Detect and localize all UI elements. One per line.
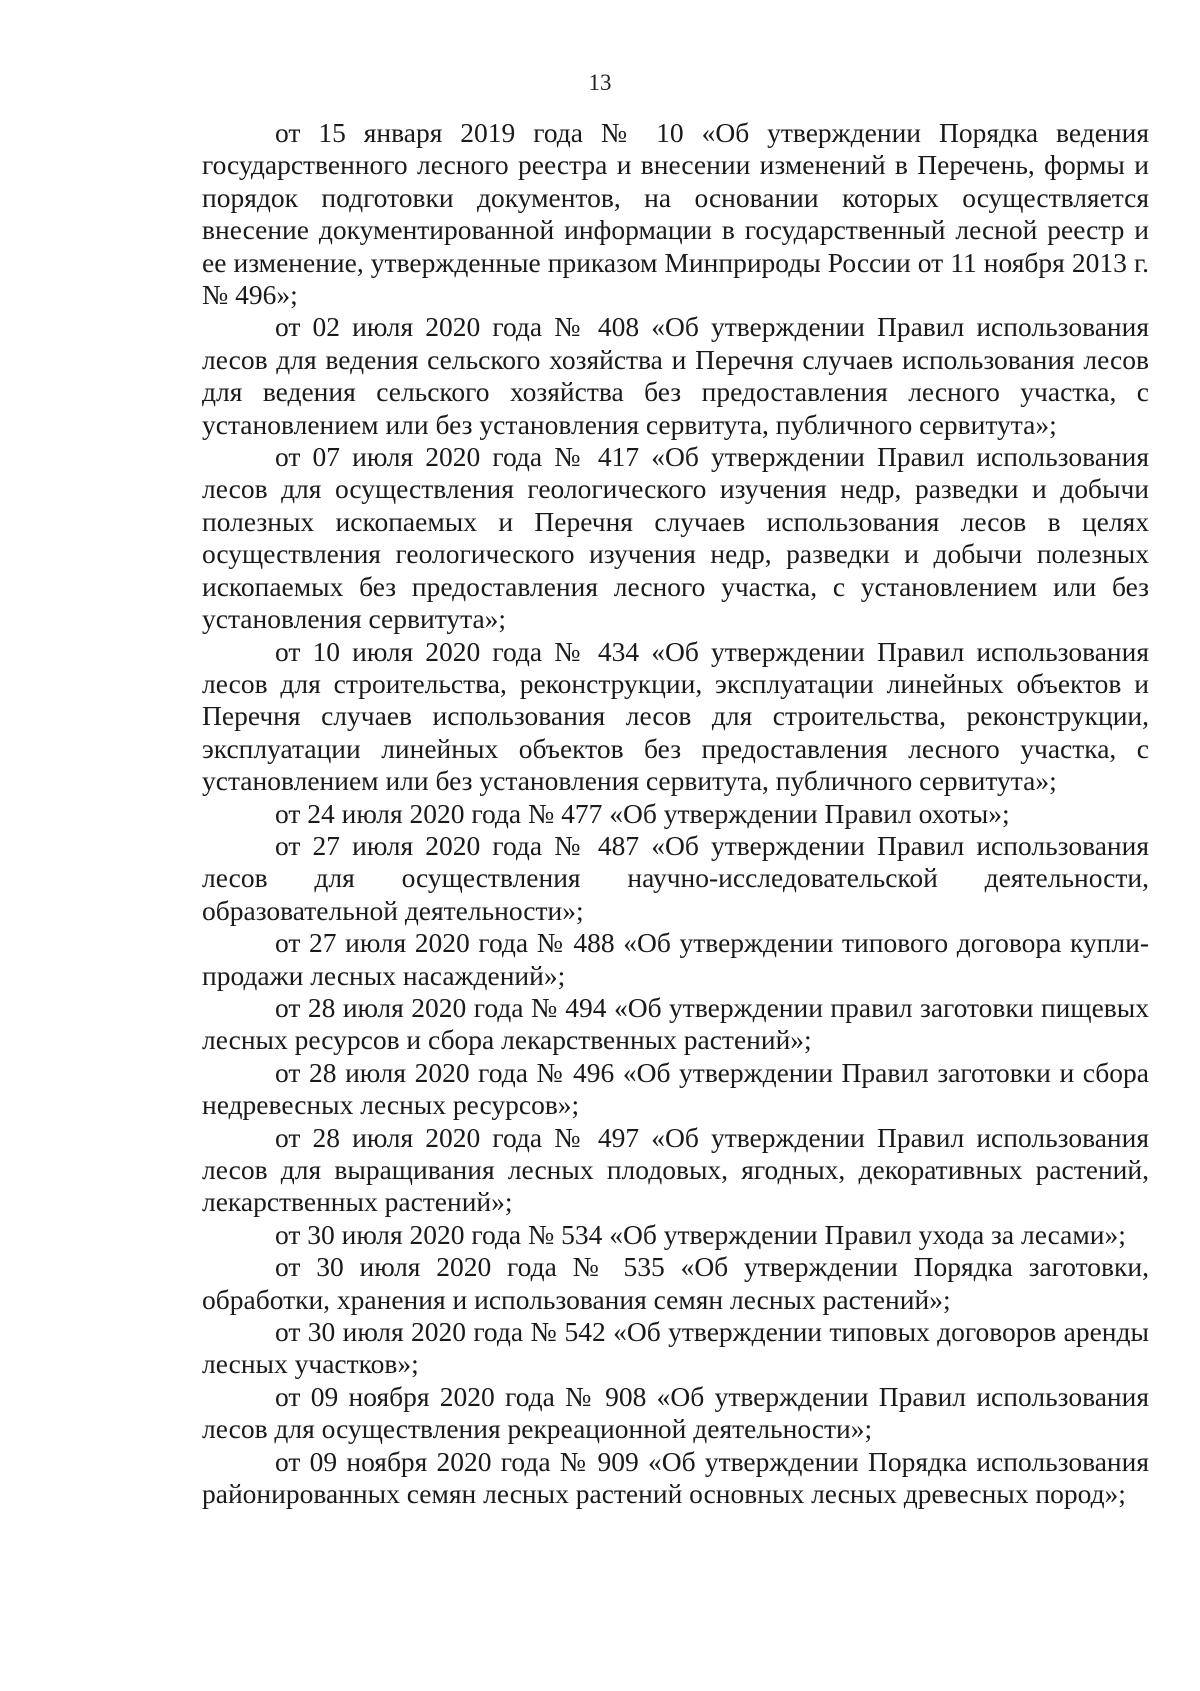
list-item-order-542: от 30 июля 2020 года № 542 «Об утверждении типовых договоров аренды лесных участков»; (202, 1316, 1149, 1380)
list-item-order-10-2019: от 15 января 2019 года № 10 «Об утверждении Порядка ведения государственного лесного реестра и внесении изменений в Перечень, формы и порядок подготовки документов, на основании которых осуществляется внесение документированной информации в государственный лесной реестр и ее изменение, утвержденные приказом Минприроды России от 11 ноября 2013 г. № 496»; (202, 117, 1149, 311)
list-item-order-487: от 27 июля 2020 года № 487 «Об утверждении Правил использования лесов для осуществления научно-исследовательской деятельности, образовательной деятельности»; (202, 829, 1149, 926)
page-number: 13 (588, 70, 612, 95)
list-item-order-494: от 28 июля 2020 года № 494 «Об утверждении правил заготовки пищевых лесных ресурсов и сбора лекарственных растений»; (202, 991, 1149, 1056)
list-item-order-497: от 28 июля 2020 года № 497 «Об утверждении Правил использования лесов для выращивания лесных плодовых, ягодных, декоративных растений, лекарственных растений»; (202, 1121, 1149, 1218)
list-item-order-534: от 30 июля 2020 года № 534 «Об утверждении Правил ухода за лесами»; (275, 1218, 1126, 1250)
list-item-order-535: от 30 июля 2020 года № 535 «Об утверждении Порядка заготовки, обработки, хранения и использования семян лесных растений»; (202, 1251, 1149, 1315)
list-item-order-434: от 10 июля 2020 года № 434 «Об утверждении Правил использования лесов для строительства, реконструкции, эксплуатации линейных объектов и Перечня случаев использования лесов для строительства, реконструкции, эксплуатации линейных объектов без предоставления лесного участка, с установлением или без установления сервитута, публичного сервитута»; (202, 635, 1149, 797)
list-item-order-417: от 07 июля 2020 года № 417 «Об утверждении Правил использования лесов для осуществления геологического изучения недр, разведки и добычи полезных ископаемых и Перечня случаев использования лесов в целях осуществления геологического изучения недр, разведки и добычи полезных ископаемых без предоставления лесного участка, с установлением или без установления сервитута»; (202, 441, 1149, 635)
list-item-order-488: от 27 июля 2020 года № 488 «Об утверждении типового договора купли-продажи лесных насаждений»; (202, 927, 1149, 991)
list-item-order-496: от 28 июля 2020 года № 496 «Об утверждении Правил заготовки и сбора недревесных лесных ресурсов»; (202, 1056, 1149, 1121)
body-text (202, 117, 1149, 1510)
list-item-order-909: от 09 ноября 2020 года № 909 «Об утверждении Порядка использования районированных семян лесных растений основных лесных древесных пород»; (202, 1445, 1149, 1510)
list-item-order-477: от 24 июля 2020 года № 477 «Об утверждении Правил охоты»; (275, 797, 1010, 829)
list-item-order-908: от 09 ноября 2020 года № 908 «Об утверждении Правил использования лесов для осуществления рекреационной деятельности»; (202, 1380, 1149, 1445)
list-item-order-408: от 02 июля 2020 года № 408 «Об утверждении Правил использования лесов для ведения сельского хозяйства и Перечня случаев использования лесов для ведения сельского хозяйства без предоставления лесного участка, с установлением или без установления сервитута, публичного сервитута»; (202, 311, 1149, 440)
